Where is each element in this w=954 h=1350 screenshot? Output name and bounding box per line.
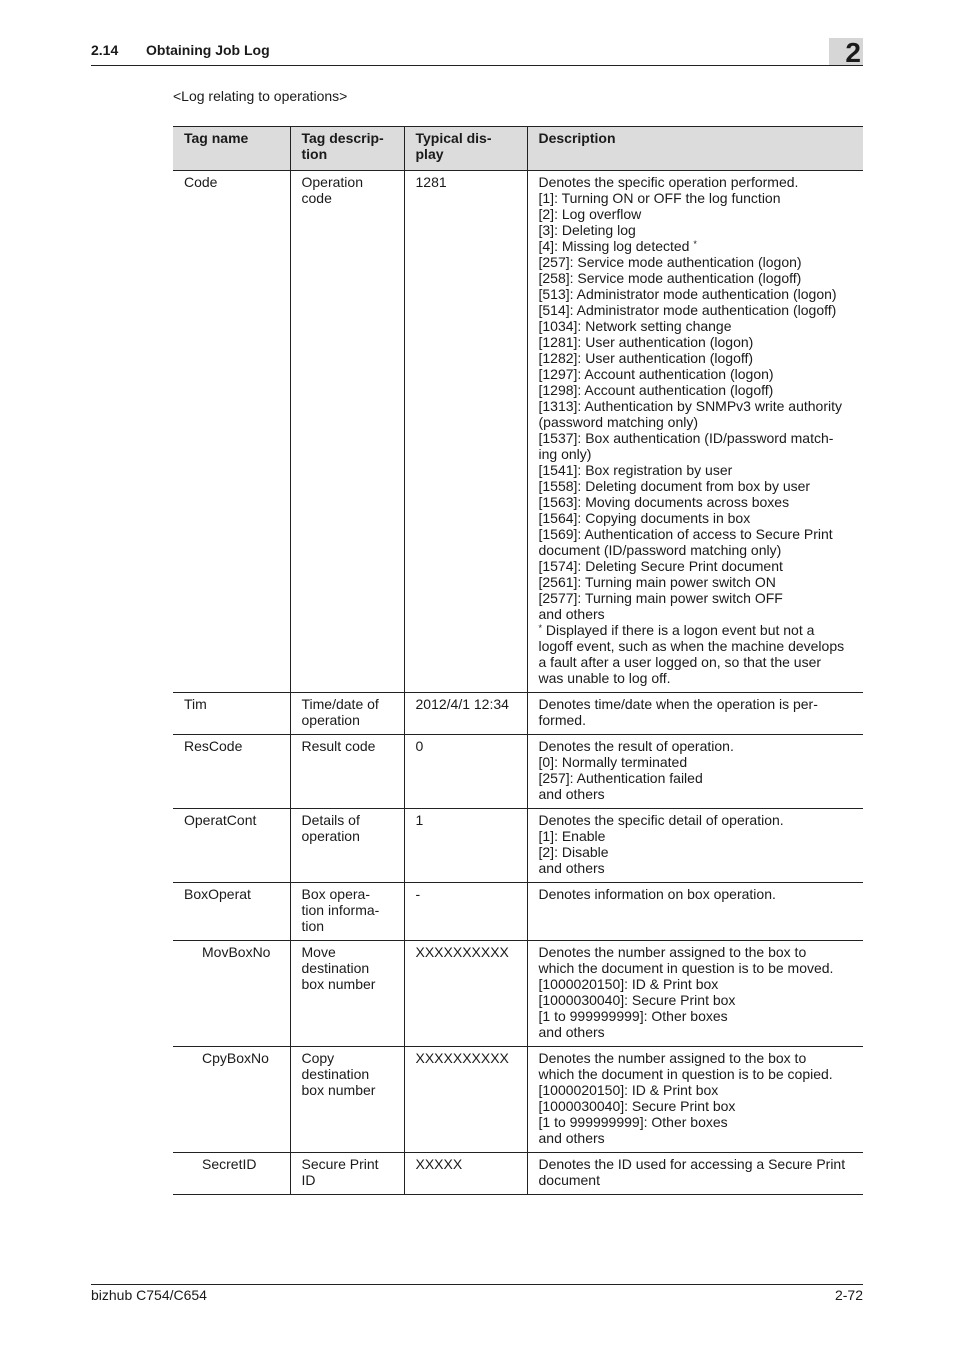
tag-description-line: destination	[301, 960, 370, 976]
table-caption: <Log relating to operations>	[173, 88, 348, 104]
description-line: [1000030040]: Secure Print box	[538, 992, 736, 1008]
column-header-line: Tag descrip-	[301, 130, 384, 146]
tag-description-line: operation	[301, 828, 360, 844]
section-number: 2.14	[91, 42, 119, 58]
operation-log-table	[173, 126, 863, 1195]
column-header-line: Tag name	[184, 130, 249, 146]
description-line: Denotes time/date when the operation is per-	[538, 696, 818, 712]
column-header	[404, 127, 527, 171]
description-line: [2]: Disable	[538, 844, 609, 860]
description-line: document (ID/password matching only)	[538, 542, 782, 558]
description-line: [257]: Service mode authentication (logon)	[538, 254, 802, 270]
description-line: [1313]: Authentication by SNMPv3 write authority	[538, 398, 842, 414]
description-cell	[527, 735, 863, 809]
description-line: a fault after a user logged on, so that the user	[538, 654, 822, 670]
tag-name-cell: CpyBoxNo	[173, 1047, 290, 1153]
tag-description-line: code	[301, 190, 332, 206]
tag-name-cell: OperatCont	[173, 809, 290, 883]
header-divider	[91, 65, 863, 66]
tag-description-cell	[290, 1047, 404, 1153]
tag-description-cell	[290, 693, 404, 735]
tag-description-line: Copy	[301, 1050, 335, 1066]
description-cell	[527, 693, 863, 735]
table-row	[173, 693, 863, 735]
description-cell	[527, 809, 863, 883]
section-title: Obtaining Job Log	[146, 42, 270, 58]
description-line: [1569]: Authentication of access to Secure Print	[538, 526, 833, 542]
tag-description-line: box number	[301, 976, 376, 992]
description-line: Denotes information on box operation.	[538, 886, 776, 902]
description-line: Denotes the specific detail of operation.	[538, 812, 784, 828]
table-row	[173, 941, 863, 1047]
description-line: [1298]: Account authentication (logoff)	[538, 382, 774, 398]
tag-description-cell	[290, 941, 404, 1047]
table-header-row	[173, 127, 863, 171]
typical-display-cell: -	[404, 883, 527, 941]
tag-description-line: Move	[301, 944, 336, 960]
description-line: Denotes the result of operation.	[538, 738, 734, 754]
tag-name-cell: Code	[173, 171, 290, 693]
description-line: [4]: Missing log detected *	[538, 238, 697, 254]
typical-display-cell: XXXXXXXXXX	[404, 1047, 527, 1153]
tag-name-cell: ResCode	[173, 735, 290, 809]
description-line: Denotes the number assigned to the box to	[538, 944, 807, 960]
description-line: [1]: Enable	[538, 828, 606, 844]
description-line: document	[538, 1172, 600, 1188]
description-line: formed.	[538, 712, 586, 728]
page-number: 2-72	[834, 1287, 863, 1303]
tag-description-line: tion informa-	[301, 902, 380, 918]
description-cell	[527, 171, 863, 693]
description-line: [514]: Administrator mode authentication (logoff)	[538, 302, 837, 318]
description-line: * Displayed if there is a logon event but not a	[538, 622, 815, 638]
description-line: [2]: Log overflow	[538, 206, 642, 222]
tag-name-cell: Tim	[173, 693, 290, 735]
description-line: [1281]: User authentication (logon)	[538, 334, 754, 350]
description-line: [1282]: User authentication (logoff)	[538, 350, 754, 366]
column-header-line: play	[415, 146, 444, 162]
description-line: and others	[538, 860, 605, 876]
description-line: and others	[538, 1130, 605, 1146]
description-line: [1000020150]: ID & Print box	[538, 976, 719, 992]
description-line: [1537]: Box authentication (ID/password match-	[538, 430, 834, 446]
tag-name-cell: SecretID	[173, 1153, 290, 1195]
description-cell	[527, 1153, 863, 1195]
tag-description-line: ID	[301, 1172, 316, 1188]
description-line: [1000020150]: ID & Print box	[538, 1082, 719, 1098]
description-line: and others	[538, 1024, 605, 1040]
description-line: [1563]: Moving documents across boxes	[538, 494, 790, 510]
description-line: [1000030040]: Secure Print box	[538, 1098, 736, 1114]
column-header-line: tion	[301, 146, 328, 162]
description-cell	[527, 883, 863, 941]
typical-display-cell: 0	[404, 735, 527, 809]
description-line: which the document in question is to be moved.	[538, 960, 834, 976]
description-line: (password matching only)	[538, 414, 699, 430]
description-line: [1034]: Network setting change	[538, 318, 732, 334]
typical-display-cell: 1281	[404, 171, 527, 693]
tag-description-cell	[290, 1153, 404, 1195]
column-header-line: Typical dis-	[415, 130, 492, 146]
description-line: [257]: Authentication failed	[538, 770, 703, 786]
description-line: [1 to 999999999]: Other boxes	[538, 1114, 728, 1130]
column-header	[290, 127, 404, 171]
table-row	[173, 1047, 863, 1153]
tag-description-line: Secure Print	[301, 1156, 379, 1172]
description-line: [1574]: Deleting Secure Print document	[538, 558, 783, 574]
tag-name-cell: MovBoxNo	[173, 941, 290, 1047]
description-line: [1558]: Deleting document from box by user	[538, 478, 811, 494]
table-row	[173, 171, 863, 693]
section-heading	[91, 42, 270, 58]
typical-display-cell: XXXXX	[404, 1153, 527, 1195]
tag-description-line: Box opera-	[301, 886, 370, 902]
description-line: Denotes the number assigned to the box to	[538, 1050, 807, 1066]
tag-description-line: Operation	[301, 174, 363, 190]
tag-description-line: destination	[301, 1066, 370, 1082]
tag-description-line: Details of	[301, 812, 360, 828]
description-line: [1 to 999999999]: Other boxes	[538, 1008, 728, 1024]
tag-description-line: box number	[301, 1082, 376, 1098]
description-cell	[527, 941, 863, 1047]
typical-display-cell: 1	[404, 809, 527, 883]
typical-display-cell: 2012/4/1 12:34	[404, 693, 527, 735]
description-line: [513]: Administrator mode authentication (logon)	[538, 286, 837, 302]
description-line: [2561]: Turning main power switch ON	[538, 574, 776, 590]
footer-model: bizhub C754/C654	[91, 1287, 207, 1303]
description-line: was unable to log off.	[538, 670, 671, 686]
tag-description-cell	[290, 171, 404, 693]
table-row	[173, 809, 863, 883]
tag-description-line: Time/date of	[301, 696, 379, 712]
tag-description-line: tion	[301, 918, 325, 934]
description-line: Denotes the specific operation performed.	[538, 174, 799, 190]
column-header-line: Description	[538, 130, 616, 146]
table-row	[173, 883, 863, 941]
description-line: and others	[538, 606, 605, 622]
column-header	[527, 127, 863, 171]
chapter-badge: 2	[829, 38, 863, 65]
description-line: [2577]: Turning main power switch OFF	[538, 590, 783, 606]
description-line: and others	[538, 786, 605, 802]
description-line: logoff event, such as when the machine develops	[538, 638, 845, 654]
description-line: Denotes the ID used for accessing a Secure Print	[538, 1156, 846, 1172]
description-cell	[527, 1047, 863, 1153]
tag-description-line: operation	[301, 712, 360, 728]
table-row	[173, 1153, 863, 1195]
tag-description-cell	[290, 883, 404, 941]
tag-name-cell: BoxOperat	[173, 883, 290, 941]
tag-description-line: Result code	[301, 738, 376, 754]
tag-description-cell	[290, 735, 404, 809]
column-header	[173, 127, 290, 171]
description-line: [0]: Normally terminated	[538, 754, 688, 770]
description-line: which the document in question is to be copied.	[538, 1066, 833, 1082]
description-line: [258]: Service mode authentication (logoff)	[538, 270, 802, 286]
description-line: [3]: Deleting log	[538, 222, 636, 238]
description-line: [1297]: Account authentication (logon)	[538, 366, 774, 382]
table-row	[173, 735, 863, 809]
typical-display-cell: XXXXXXXXXX	[404, 941, 527, 1047]
description-line: [1]: Turning ON or OFF the log function	[538, 190, 781, 206]
footer-divider	[91, 1284, 863, 1285]
description-line: ing only)	[538, 446, 592, 462]
description-line: [1541]: Box registration by user	[538, 462, 733, 478]
tag-description-cell	[290, 809, 404, 883]
description-line: [1564]: Copying documents in box	[538, 510, 751, 526]
